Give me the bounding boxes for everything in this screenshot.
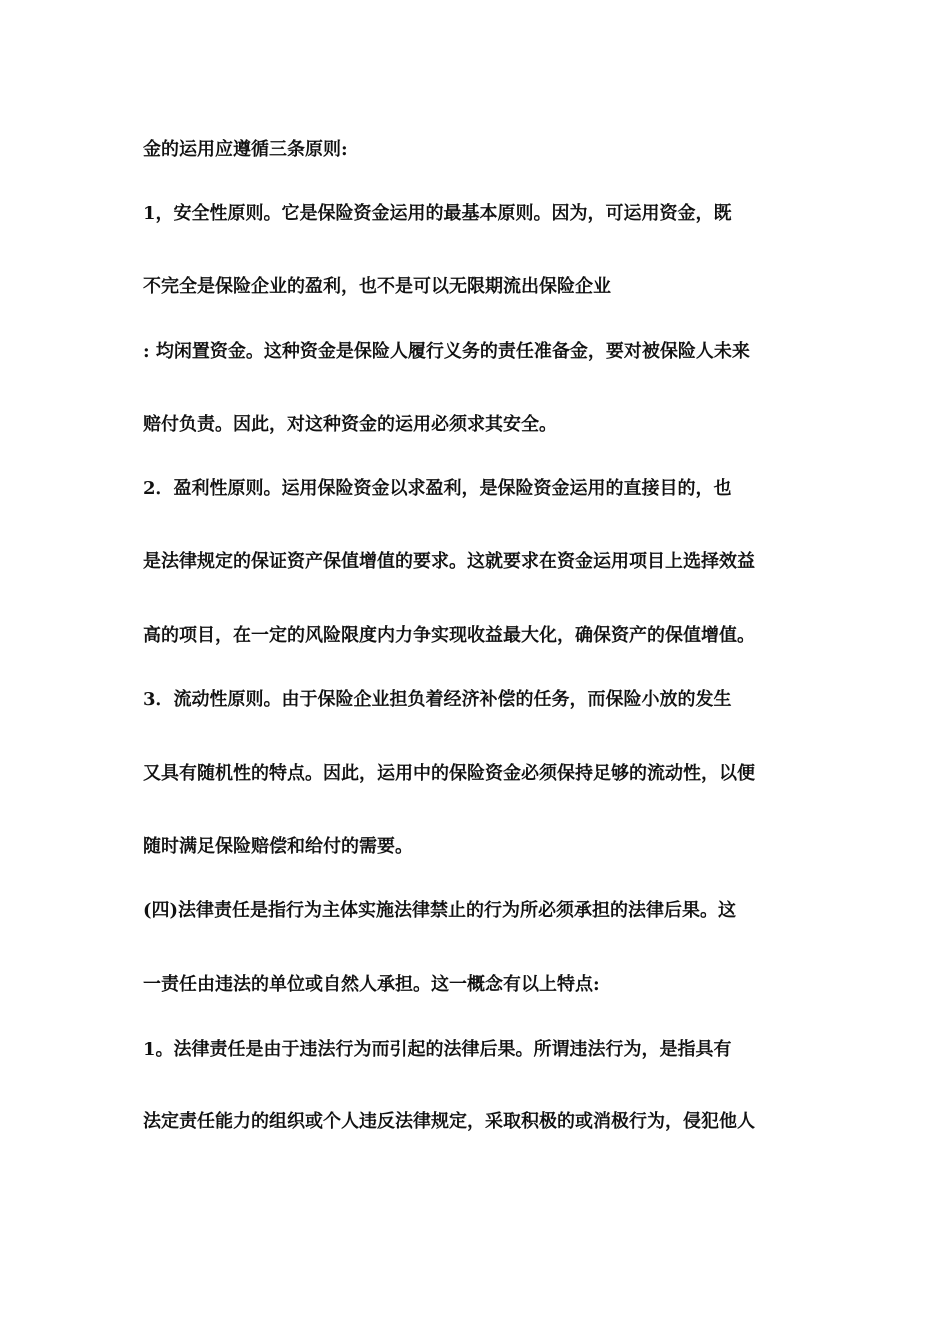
text-line-6: 2．盈利性原则。运用保险资金以求盈利，是保险资金运用的直接目的，也 [143, 478, 732, 499]
text-line-7: 是法律规定的保证资产保值增值的要求。这就要求在资金运用项目上选择效益 [143, 551, 755, 572]
text-line-10: 又具有随机性的特点。因此，运用中的保险资金必须保持足够的流动性，以便 [143, 763, 755, 784]
text-line-14: 1。法律责任是由于违法行为而引起的法律后果。所谓违法行为，是指具有 [143, 1039, 732, 1060]
text-line-9: 3．流动性原则。由于保险企业担负着经济补偿的任务，而保险小放的发生 [143, 689, 732, 710]
text-line-3: 不完全是保险企业的盈利，也不是可以无限期流出保险企业 [143, 276, 611, 297]
text-line-8: 高的项目，在一定的风险限度内力争实现收益最大化，确保资产的保值增值。 [143, 625, 755, 646]
text-line-13: 一责任由违法的单位或自然人承担。这一概念有以上特点: [143, 974, 600, 995]
text-line-15: 法定责任能力的组织或个人违反法律规定，采取积极的或消极行为，侵犯他人 [143, 1111, 755, 1132]
text-line-4: : 均闲置资金。这种资金是保险人履行义务的责任准备金，要对被保险人未来 [143, 341, 750, 362]
text-line-1: 金的运用应遵循三条原则: [143, 139, 348, 160]
text-line-5: 赔付负责。因此，对这种资金的运用必须求其安全。 [143, 414, 557, 435]
text-line-12: (四)法律责任是指行为主体实施法律禁止的行为所必须承担的法律后果。这 [143, 900, 737, 921]
text-line-11: 随时满足保险赔偿和给付的需要。 [143, 836, 413, 857]
text-line-2: 1，安全性原则。它是保险资金运用的最基本原则。因为，可运用资金，既 [143, 203, 732, 224]
